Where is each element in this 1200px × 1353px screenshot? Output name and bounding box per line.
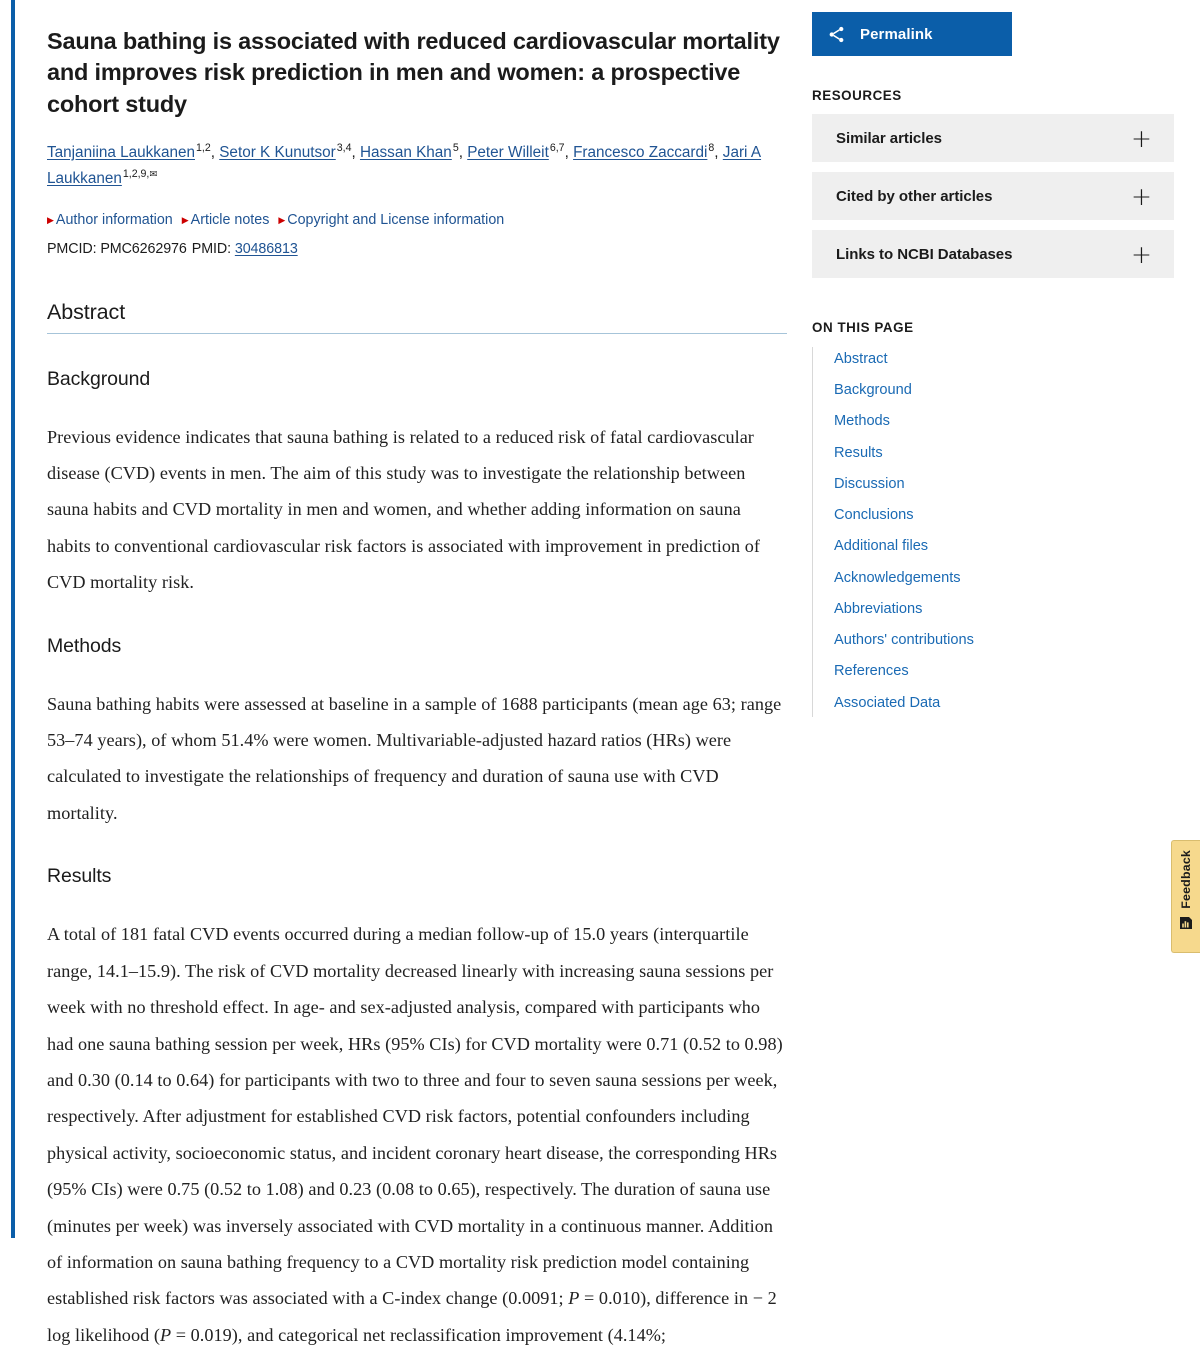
article-meta-links [47, 211, 787, 230]
toc-item-associated-data[interactable]: Associated Data [834, 694, 941, 711]
author-list [47, 140, 787, 193]
pmid-link[interactable]: 30486813 [234, 240, 298, 257]
author-link-6[interactable]: Jari A Laukkanen [47, 143, 762, 188]
author-link-1[interactable]: Tanjaniina Laukkanen [47, 143, 195, 161]
author-sep-4: , [564, 143, 569, 161]
p-value-italic-2: P [159, 1324, 172, 1345]
pmcid-value: PMC6262976 [100, 240, 187, 257]
results-text-part-1: A total of 181 fatal CVD events occurred during a median follow-up of 15.0 years (interquartile range, 14.1–15.9). The risk of CVD mortality decreased linearly with increasing sauna sessions per week with no threshold effect. In age- and sex-adjusted analysis, compared with participants who had one sauna bathing session per week, HRs (95% CIs) for CVD mortality were 0.71 (0.52 to 0.98) and 0.30 (0.14 to 0.64) for participants with two to three and four to seven sauna sessions per week, respectively. After adjustment for established CVD risk factors, potential confounders including physical activity, socioeconomic status, and incident coronary heart disease, the corresponding HRs (95% CIs) were 0.75 (0.52 to 1.08) and 0.23 (0.08 to 0.65), respectively. The duration of sauna use (minutes per week) was inversely associated with CVD mortality in a continuous manner. Addition of information on sauna bathing frequency to a CVD mortality risk prediction model containing established risk factors was associated with a C-index change (0.0091; [47, 924, 783, 1309]
section-paragraph-methods: Sauna bathing habits were assessed at baseline in a sample of 1688 participants (mean age 63; range 53–74 years), of whom 51.4% were women. Multivariable-adjusted hazard ratios (HRs) were calculated to investigate the relationships of frequency and duration of sauna use with CVD mortality. [47, 693, 782, 823]
author-affil-2: 3,4 [336, 141, 352, 154]
author-sep-1: , [210, 143, 215, 161]
on-this-page-nav [812, 347, 1174, 717]
article-identifiers [47, 241, 787, 257]
plus-icon[interactable]: + [1131, 239, 1152, 269]
section-heading-background: Background [47, 367, 151, 390]
copyright-license-link[interactable]: Copyright and License information [287, 212, 505, 229]
author-affil-5: 8 [708, 141, 715, 154]
author-link-4[interactable]: Peter Willeit [467, 143, 549, 161]
disclosure-triangle-icon-3: ▶ [278, 214, 286, 225]
page-title: Sauna bathing is associated with reduced cardiovascular mortality and improves risk prediction in men and women: a prospective cohort study [47, 28, 780, 117]
bar-chart-icon [1179, 916, 1193, 930]
author-link-5[interactable]: Francesco Zaccardi [573, 143, 708, 161]
section-paragraph-background: Previous evidence indicates that sauna bathing is related to a reduced risk of fatal cardiovascular disease (CVD) events in men. The aim of this study was to investigate the relationship between sauna habits and CVD mortality in men and women, and whether adding information on sauna habits to conventional cardiovascular risk factors is associated with improvement in prediction of CVD mortality risk. [47, 426, 761, 593]
plus-icon[interactable]: + [1131, 181, 1152, 211]
accordion-label: Cited by other articles [836, 187, 993, 205]
article-main-column [47, 0, 787, 1353]
resources-heading: RESOURCES [812, 88, 902, 103]
feedback-label: Feedback [1179, 850, 1193, 909]
toc-item-methods[interactable]: Methods [834, 413, 890, 430]
disclosure-triangle-icon-1: ▶ [47, 214, 54, 225]
accordion-similar-articles[interactable] [812, 114, 1174, 162]
toc-item-abstract[interactable]: Abstract [834, 351, 888, 367]
section-paragraph-results [47, 888, 787, 1353]
results-text-part-3: = 0.019), and categorical net reclassification improvement (4.14%; [171, 1324, 667, 1345]
results-text-part-2: = 0.010), difference in − 2 log likelihood ( [47, 1288, 777, 1345]
accordion-label: Similar articles [836, 129, 942, 147]
author-sep-2: , [351, 143, 356, 161]
author-link-2[interactable]: Setor K Kunutsor [219, 143, 336, 161]
accordion-label: Links to NCBI Databases [836, 245, 1013, 263]
toc-item-acknowledgements[interactable]: Acknowledgements [834, 569, 961, 586]
author-affil-4: 6,7 [549, 141, 565, 154]
author-sep-5: , [714, 143, 719, 161]
pmid-label: PMID: [191, 240, 231, 257]
permalink-button[interactable] [812, 12, 1012, 56]
pmcid-label: PMCID: [47, 240, 97, 257]
toc-item-results[interactable]: Results [834, 444, 883, 461]
accordion-links-to-ncbi-databases[interactable] [812, 230, 1174, 278]
author-affil-3: 5 [452, 141, 459, 154]
share-icon [812, 25, 860, 44]
toc-item-conclusions[interactable]: Conclusions [834, 507, 914, 524]
toc-item-discussion[interactable]: Discussion [834, 475, 905, 492]
section-heading-methods: Methods [47, 634, 122, 657]
toc-item-additional-files[interactable]: Additional files [834, 538, 929, 555]
author-affil-1: 1,2 [196, 141, 211, 154]
feedback-tab[interactable] [1171, 840, 1200, 953]
toc-item-authors-contributions[interactable]: Authors' contributions [834, 632, 974, 649]
abstract-heading: Abstract [47, 257, 787, 334]
disclosure-triangle-icon-2: ▶ [181, 214, 189, 225]
article-notes-link[interactable]: Article notes [190, 212, 270, 229]
corresponding-author-envelope-icon[interactable]: ✉ [149, 168, 158, 180]
author-affil-6: 1,2,9,✉ [122, 167, 158, 180]
p-value-italic-1: P [568, 1288, 580, 1309]
toc-item-background[interactable]: Background [834, 382, 912, 399]
on-this-page-heading: ON THIS PAGE [812, 320, 914, 335]
author-information-link[interactable]: Author information [55, 212, 173, 229]
author-link-3[interactable]: Hassan Khan [359, 143, 452, 161]
sidebar [812, 0, 1174, 717]
accordion-cited-by-other-articles[interactable] [812, 172, 1174, 220]
toc-item-references[interactable]: References [834, 663, 909, 680]
permalink-label: Permalink [860, 25, 933, 43]
toc-item-abbreviations[interactable]: Abbreviations [834, 600, 923, 617]
section-heading-results: Results [47, 865, 112, 888]
plus-icon[interactable]: + [1131, 123, 1152, 153]
author-sep-3: , [458, 143, 463, 161]
